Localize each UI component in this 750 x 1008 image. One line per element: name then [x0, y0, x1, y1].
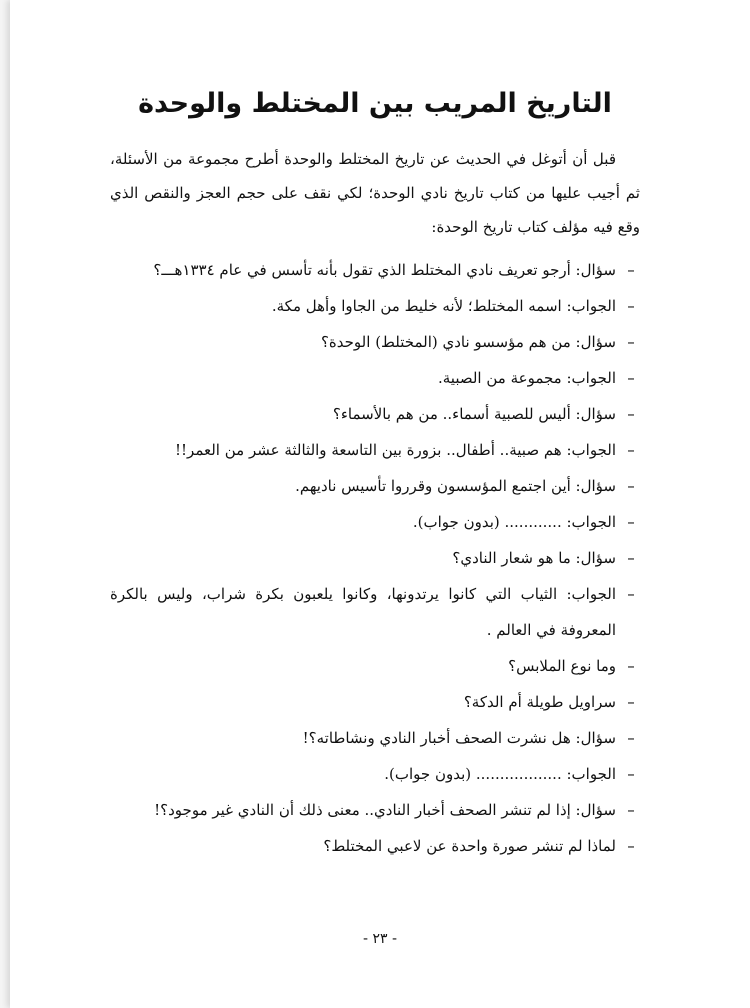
bullet-dash: –	[627, 297, 635, 315]
question-text: لماذا لم تنشر صورة واحدة عن لاعبي المختلط؟	[323, 837, 616, 855]
question-text: سؤال: أين اجتمع المؤسسون وقرروا تأسيس ناديهم.	[295, 477, 616, 495]
bullet-dash: –	[627, 405, 635, 423]
qa-item-1	[110, 252, 640, 288]
qa-item-15	[110, 792, 640, 828]
question-text: سؤال: أليس للصبية أسماء.. من هم بالأسماء؟	[332, 405, 616, 423]
document-page	[10, 0, 750, 1008]
answer-text: الجواب: اسمه المختلط؛ لأنه خليط من الجاوا وأهل مكة.	[271, 297, 616, 315]
question-text: سؤال: إذا لم تنشر الصحف أخبار النادي.. معنى ذلك أن النادي غير موجود؟!	[154, 801, 616, 819]
qa-item-10	[110, 576, 640, 648]
bullet-dash: –	[627, 549, 635, 567]
answer-text: الجواب: هم صبية.. أطفال.. بزورة بين التاسعة والثالثة عشر من العمر!!	[174, 441, 616, 459]
question-text: وما نوع الملابس؟	[508, 657, 616, 675]
qa-item-6	[110, 432, 640, 468]
bullet-dash: –	[627, 693, 635, 711]
qa-item-13	[110, 720, 640, 756]
bullet-dash: –	[627, 585, 635, 603]
qa-item-3	[110, 324, 640, 360]
qa-item-9	[110, 540, 640, 576]
question-text: سؤال: هل نشرت الصحف أخبار النادي ونشاطاته؟!	[302, 729, 616, 747]
bullet-dash: –	[627, 441, 635, 459]
question-text: سؤال: ما هو شعار النادي؟	[452, 549, 616, 567]
intro-paragraph: قبل أن أتوغل في الحديث عن تاريخ المختلط والوحدة أطرح مجموعة من الأسئلة، ثم أجيب عليها من كتاب تاريخ نادي الوحدة؛ لكي نقف على حجم العجز والنقص الذي وقع فيه مؤلف كتاب تاريخ الوحدة:	[110, 150, 640, 236]
question-text: سؤال: أرجو تعريف نادي المختلط الذي تقول بأنه تأسس في عام ١٣٣٤هـــ؟	[153, 261, 616, 279]
qa-item-12	[110, 684, 640, 720]
bullet-dash: –	[627, 477, 635, 495]
bullet-dash: –	[627, 513, 635, 531]
bullet-dash: –	[627, 369, 635, 387]
bullet-dash: –	[627, 765, 635, 783]
qa-item-4	[110, 360, 640, 396]
qa-item-2	[110, 288, 640, 324]
bullet-dash: –	[627, 333, 635, 351]
question-text: سؤال: من هم مؤسسو نادي (المختلط) الوحدة؟	[320, 333, 616, 351]
question-text: سراويل طويلة أم الدكة؟	[463, 693, 616, 711]
qa-list	[110, 252, 640, 864]
bullet-dash: –	[627, 729, 635, 747]
answer-text: الجواب: ............ (بدون جواب).	[412, 513, 616, 531]
qa-item-5	[110, 396, 640, 432]
bullet-dash: –	[627, 657, 635, 675]
bullet-dash: –	[627, 801, 635, 819]
qa-item-14	[110, 756, 640, 792]
answer-text: الجواب: .................. (بدون جواب).	[384, 765, 616, 783]
qa-item-11	[110, 648, 640, 684]
answer-text: الجواب: مجموعة من الصبية.	[437, 369, 616, 387]
page-title: التاريخ المريب بين المختلط والوحدة	[138, 88, 612, 119]
bullet-dash: –	[627, 261, 635, 279]
answer-text: الجواب: الثياب التي كانوا يرتدونها، وكانوا يلعبون بكرة شراب، وليس بالكرة المعروفة في العالم .	[110, 585, 616, 639]
bullet-dash: –	[627, 837, 635, 855]
page-number: - ٢٣ -	[362, 931, 398, 947]
qa-item-16	[110, 828, 640, 864]
qa-item-7	[110, 468, 640, 504]
qa-item-8	[110, 504, 640, 540]
